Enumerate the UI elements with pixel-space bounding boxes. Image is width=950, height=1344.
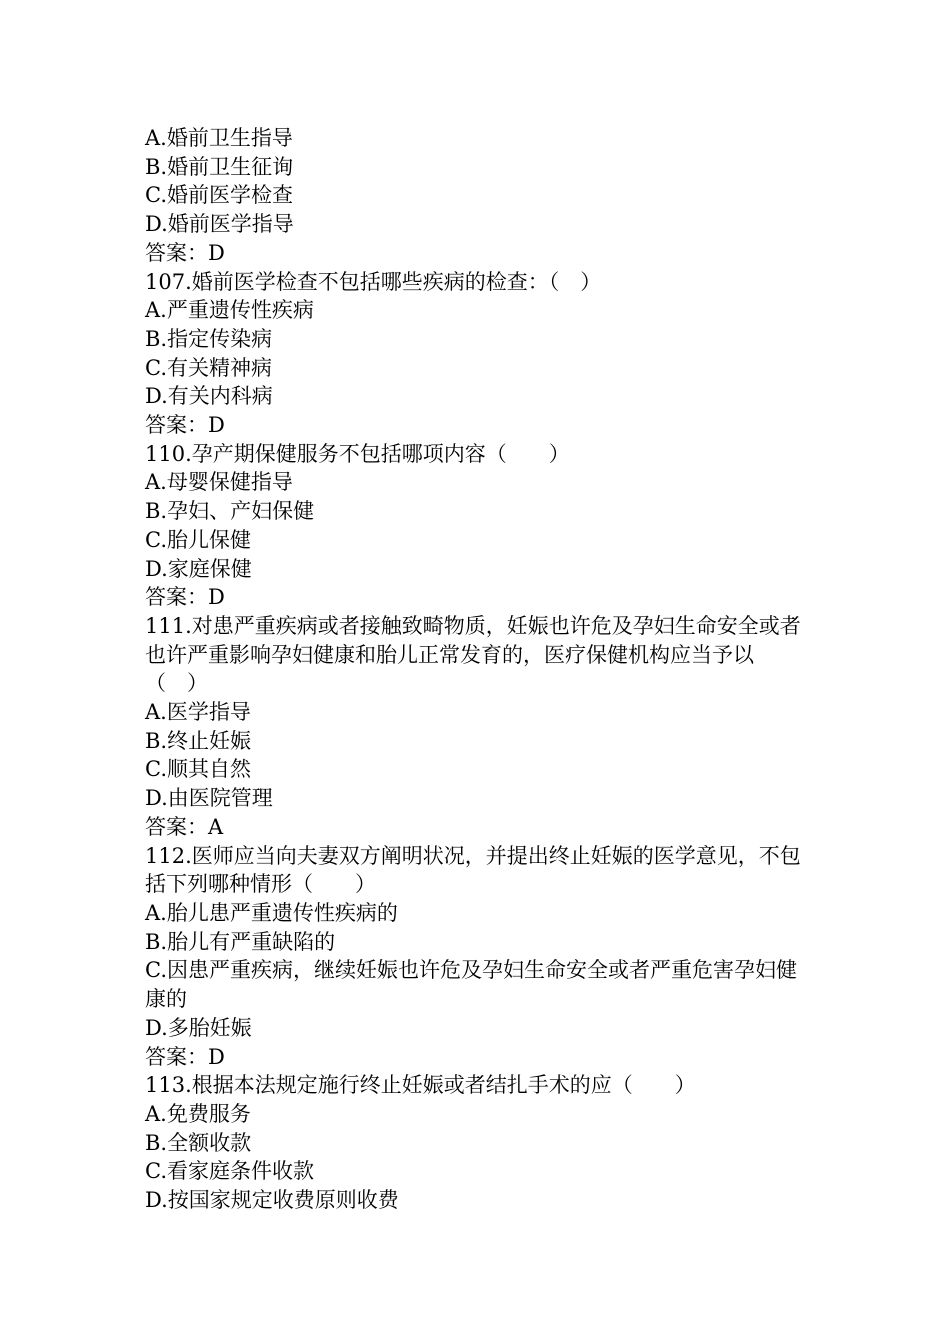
option-a: A.免费服务	[145, 1101, 251, 1126]
option-b: B.全额收款	[145, 1130, 252, 1155]
answer: 答案：D	[145, 240, 225, 265]
option-a: A.严重遗传性疾病	[145, 298, 314, 323]
option-a: A.婚前卫生指导	[145, 126, 293, 150]
option-d: D.多胎妊娠	[145, 1015, 252, 1040]
answer: 答案：A	[145, 814, 224, 839]
option-c: C.胎儿保健	[145, 527, 251, 552]
question-111: 111.对患严重疾病或者接触致畸物质，妊娠也许危及孕妇生命安全或者也许严重影响孕妇健康和胎儿正常发育的，医疗保健机构应当予以（ ）	[145, 613, 801, 696]
option-d: D.婚前医学指导	[145, 212, 294, 237]
option-d: D.按国家规定收费原则收费	[145, 1188, 399, 1213]
document-body	[145, 124, 805, 1215]
option-c: C.看家庭条件收款	[145, 1159, 314, 1184]
option-b: B.终止妊娠	[145, 728, 252, 753]
option-d: D.由医院管理	[145, 786, 273, 811]
question-110: 110.孕产期保健服务不包括哪项内容（ ）	[145, 441, 570, 466]
question-113: 113.根据本法规定施行终止妊娠或者结扎手术的应（ ）	[145, 1073, 696, 1098]
option-b: B.胎儿有严重缺陷的	[145, 929, 336, 954]
option-c: C.因患严重疾病，继续妊娠也许危及孕妇生命安全或者严重危害孕妇健康的	[145, 958, 797, 1012]
option-b: B.孕妇、产妇保健	[145, 499, 315, 524]
option-d: D.家庭保健	[145, 556, 252, 581]
answer: 答案：D	[145, 413, 225, 438]
answer: 答案：D	[145, 585, 225, 610]
option-b: B.指定传染病	[145, 326, 273, 351]
option-a: A.胎儿患严重遗传性疾病的	[145, 900, 398, 925]
question-112: 112.医师应当向夫妻双方阐明状况，并提出终止妊娠的医学意见，不包括下列哪种情形（ ）	[145, 843, 801, 897]
option-c: C.顺其自然	[145, 757, 251, 782]
answer: 答案：D	[145, 1044, 225, 1069]
option-a: A.母婴保健指导	[145, 470, 293, 495]
option-c: C.有关精神病	[145, 355, 272, 380]
option-a: A.医学指导	[145, 700, 251, 725]
option-b: B.婚前卫生征询	[145, 154, 294, 179]
option-c: C.婚前医学检查	[145, 183, 293, 208]
question-107: 107.婚前医学检查不包括哪些疾病的检查：（ ）	[145, 269, 602, 294]
option-d: D.有关内科病	[145, 384, 273, 409]
